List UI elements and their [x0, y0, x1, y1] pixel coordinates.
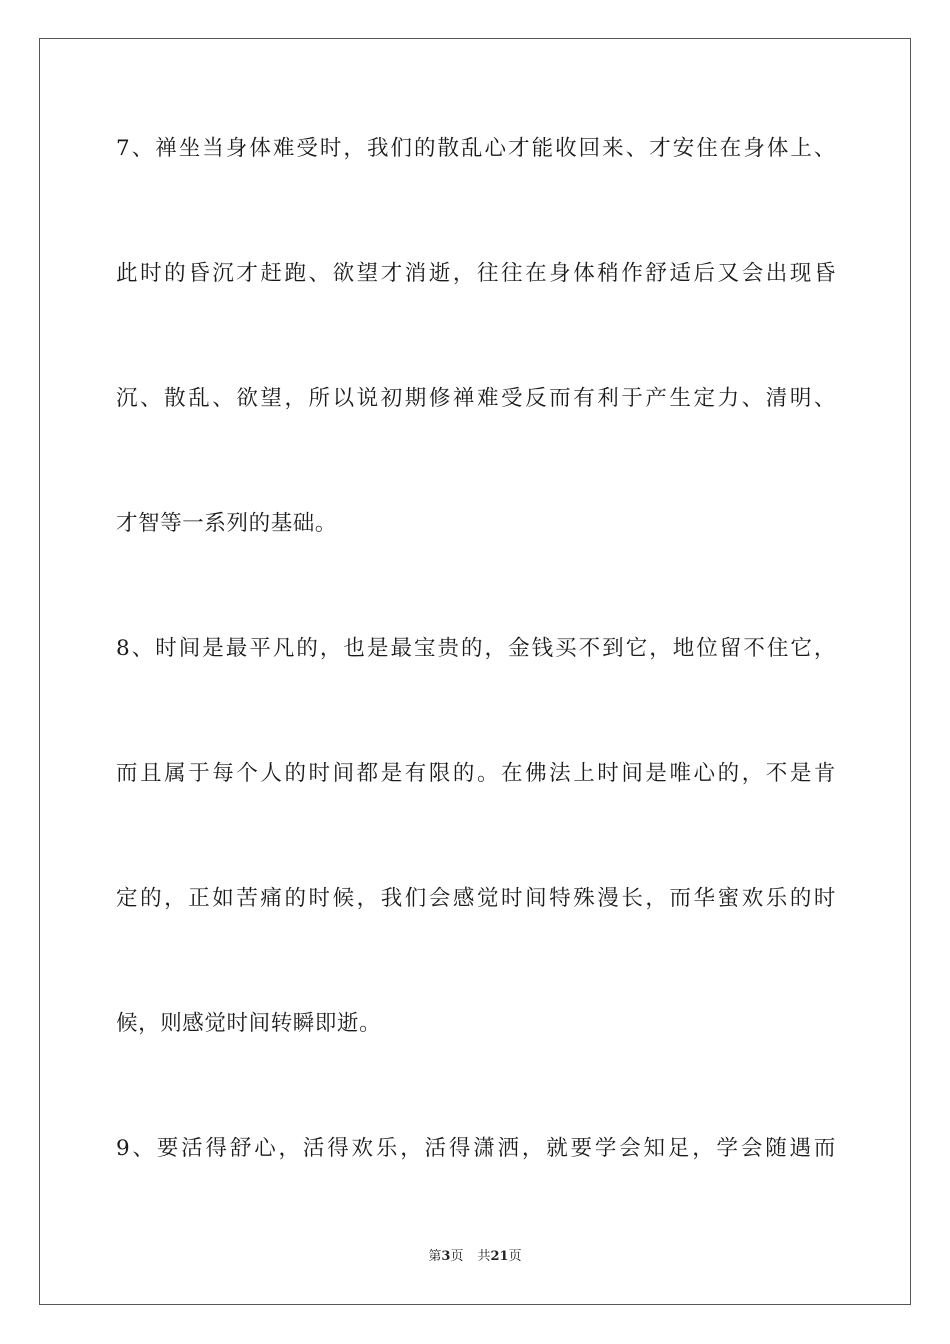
text-line: 候，则感觉时间转瞬即逝。 — [116, 1011, 382, 1036]
page-footer — [0, 1249, 950, 1265]
page-suffix: 页 — [450, 1249, 464, 1264]
page-number: 3 — [441, 1249, 451, 1264]
text-line: 8、时间是最平凡的，也是最宝贵的，金钱买不到它，地位留不住它， — [116, 636, 836, 661]
text-line: 9、要活得舒心，活得欢乐，活得潇洒，就要学会知足，学会随遇而 — [116, 1136, 836, 1161]
text-line: 此时的昏沉才赶跑、欲望才消逝，往往在身体稍作舒适后又会出现昏 — [116, 261, 836, 286]
page-border — [39, 38, 911, 1305]
text-line: 沉、散乱、欲望，所以说初期修禅难受反而有利于产生定力、清明、 — [116, 386, 836, 411]
page-prefix: 第 — [428, 1249, 442, 1264]
total-prefix: 共 — [477, 1249, 491, 1264]
text-line: 而且属于每个人的时间都是有限的。在佛法上时间是唯心的，不是肯 — [116, 761, 836, 786]
text-line: 7、禅坐当身体难受时，我们的散乱心才能收回来、才安住在身体上、 — [116, 136, 836, 161]
total-suffix: 页 — [508, 1249, 522, 1264]
text-line: 定的，正如苦痛的时候，我们会感觉时间特殊漫长，而华蜜欢乐的时 — [116, 886, 836, 911]
text-line: 才智等一系列的基础。 — [116, 511, 338, 536]
total-pages: 21 — [490, 1249, 509, 1264]
